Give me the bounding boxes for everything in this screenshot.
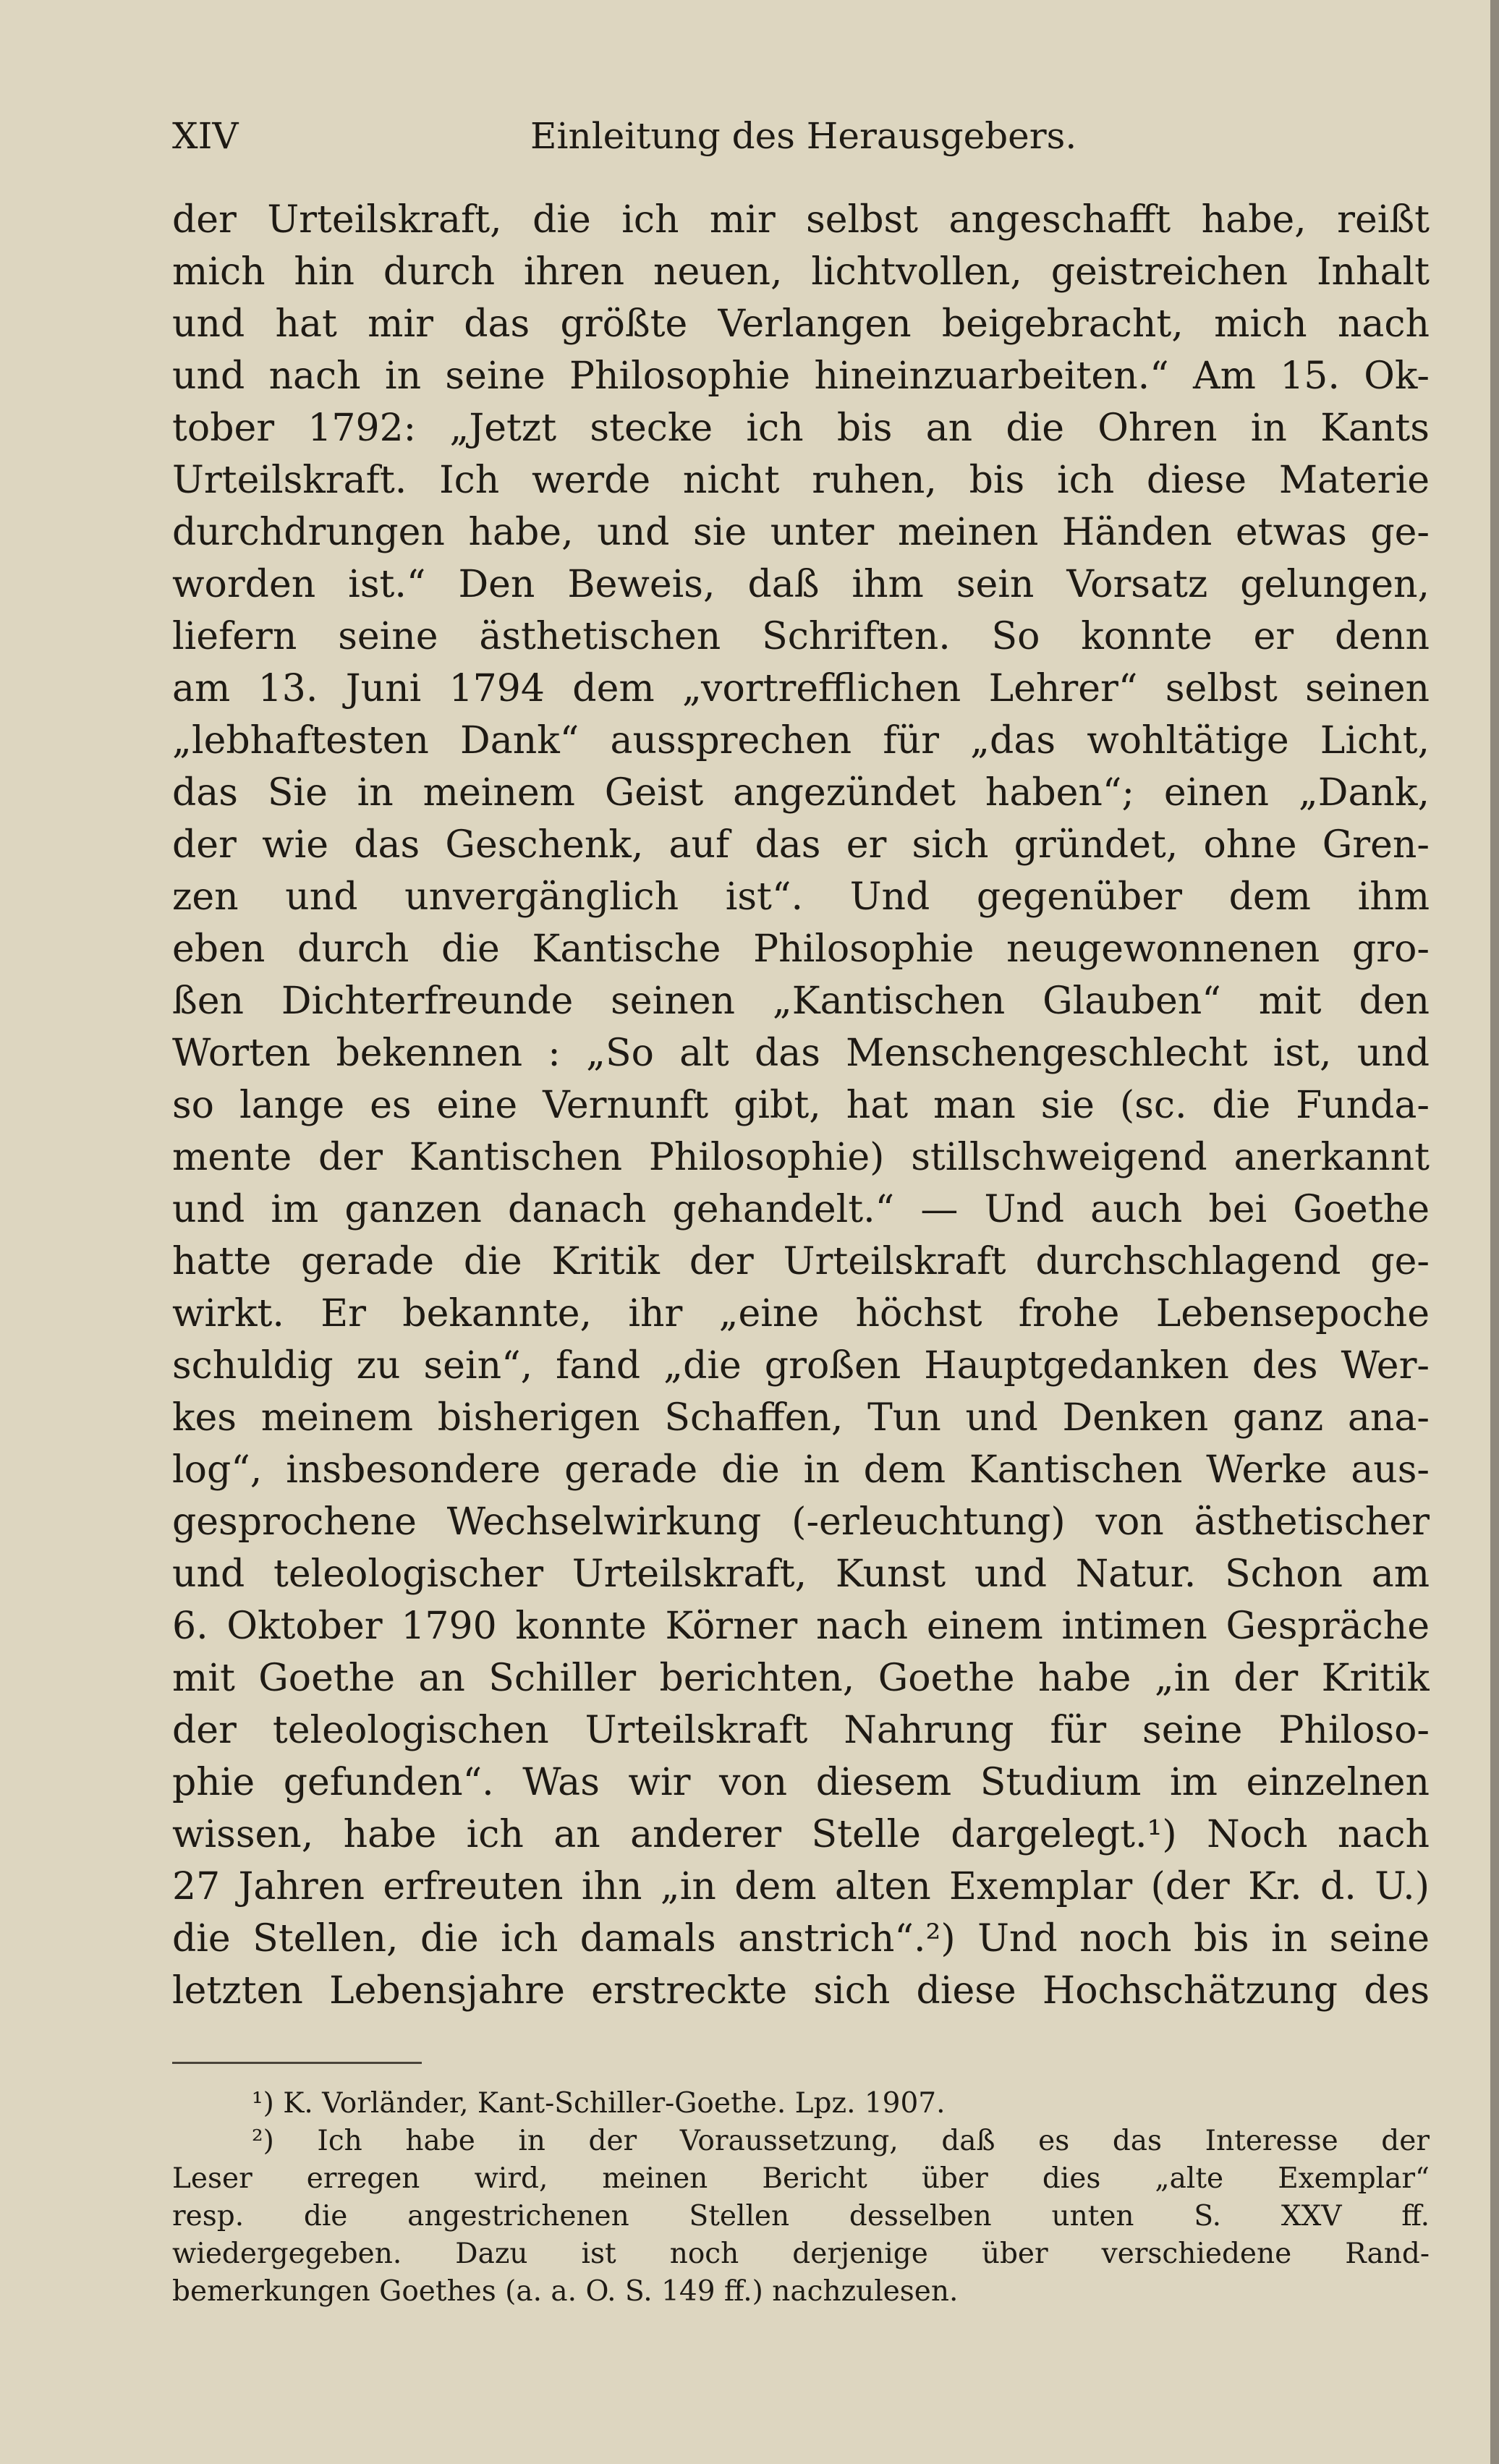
text-line: liefern seine ästhetischen Schriften. So konnte er denn [172, 615, 1430, 658]
text-line: und teleologischer Urteilskraft, Kunst und Natur. Schon am [172, 1552, 1430, 1596]
text-line: 27 Jahren erfreuten ihn „in dem alten Exemplar (der Kr. d. U.) [172, 1865, 1430, 1908]
text-line: und nach in seine Philosophie hineinzuarbeiten.“ Am 15. Ok- [172, 354, 1430, 398]
text-line: phie gefunden“. Was wir von diesem Studium im einzelnen [172, 1761, 1430, 1804]
text-line: mente der Kantischen Philosophie) stillschweigend anerkannt [172, 1136, 1430, 1179]
text-line: tober 1792: „Jetzt stecke ich bis an die Ohren in Kants [172, 407, 1430, 450]
text-line: „lebhaftesten Dank“ aussprechen für „das wohltätige Licht, [172, 719, 1430, 762]
text-line: kes meinem bisherigen Schaffen, Tun und Denken ganz ana- [172, 1396, 1430, 1440]
text-line: 6. Oktober 1790 konnte Körner nach einem intimen Gespräche [172, 1605, 1430, 1648]
text-line: wirkt. Er bekannte, ihr „eine höchst frohe Lebensepoche [172, 1292, 1430, 1335]
text-line: der wie das Geschenk, auf das er sich gründet, ohne Gren- [172, 823, 1430, 867]
running-title: Einleitung des Herausgebers. [530, 115, 1077, 157]
text-line: die Stellen, die ich damals anstrich“.²) Und noch bis in seine [172, 1917, 1430, 1960]
text-line: das Sie in meinem Geist angezündet haben“; einen „Dank, [172, 771, 1430, 815]
footnote-rule [172, 2062, 422, 2064]
text-line: schuldig zu sein“, fand „die großen Hauptgedanken des Wer- [172, 1344, 1430, 1388]
text-line: und im ganzen danach gehandelt.“ — Und auch bei Goethe [172, 1188, 1430, 1231]
text-line: durchdrungen habe, und sie unter meinen Händen etwas ge- [172, 511, 1430, 554]
text-line: worden ist.“ Den Beweis, daß ihm sein Vorsatz gelungen, [172, 563, 1430, 606]
text-line: gesprochene Wechselwirkung (-erleuchtung) von ästhetischer [172, 1500, 1430, 1544]
page-number: XIV [172, 115, 239, 157]
text-line: ßen Dichterfreunde seinen „Kantischen Glauben“ mit den [172, 980, 1430, 1023]
footnote-2: ²) Ich habe in der Voraussetzung, daß es das Interesse der [252, 2125, 1430, 2157]
footnote-2-line: bemerkungen Goethes (a. a. O. S. 149 ff.) nachzulesen. [172, 2275, 959, 2308]
text-line: mich hin durch ihren neuen, lichtvollen, geistreichen Inhalt [172, 250, 1430, 294]
text-line: letzten Lebensjahre erstreckte sich diese Hochschätzung des [172, 1969, 1430, 2013]
text-line: Urteilskraft. Ich werde nicht ruhen, bis ich diese Materie [172, 459, 1430, 502]
body-text [172, 194, 1430, 2017]
text-line: mit Goethe an Schiller berichten, Goethe habe „in der Kritik [172, 1657, 1430, 1700]
text-line: Worten bekennen : „So alt das Menschengeschlecht ist, und [172, 1032, 1430, 1075]
footnote-2-line: wiedergegeben. Dazu ist noch derjenige über verschiedene Rand- [172, 2238, 1430, 2270]
page-binding-edge [1490, 0, 1499, 2464]
text-line: der Urteilskraft, die ich mir selbst angeschafft habe, reißt [172, 198, 1430, 242]
footnote-1: ¹) K. Vorländer, Kant-Schiller-Goethe. Lpz. 1907. [252, 2087, 946, 2120]
text-line: und hat mir das größte Verlangen beigebracht, mich nach [172, 302, 1430, 346]
text-line: log“, insbesondere gerade die in dem Kantischen Werke aus- [172, 1448, 1430, 1492]
text-line: der teleologischen Urteilskraft Nahrung für seine Philoso- [172, 1709, 1430, 1752]
footnotes [172, 2085, 1430, 2311]
footnote-2-line: resp. die angestrichenen Stellen desselben unten S. XXV ff. [172, 2200, 1430, 2233]
text-line: zen und unvergänglich ist“. Und gegenüber dem ihm [172, 875, 1430, 919]
text-line: wissen, habe ich an anderer Stelle dargelegt.¹) Noch nach [172, 1813, 1430, 1856]
footnote-2-line: Leser erregen wird, meinen Bericht über dies „alte Exemplar“ [172, 2162, 1430, 2195]
text-line: hatte gerade die Kritik der Urteilskraft durchschlagend ge- [172, 1240, 1430, 1283]
text-line: eben durch die Kantische Philosophie neugewonnenen gro- [172, 927, 1430, 971]
text-line: so lange es eine Vernunft gibt, hat man sie (sc. die Funda- [172, 1084, 1430, 1127]
text-line: am 13. Juni 1794 dem „vortrefflichen Lehrer“ selbst seinen [172, 667, 1430, 710]
